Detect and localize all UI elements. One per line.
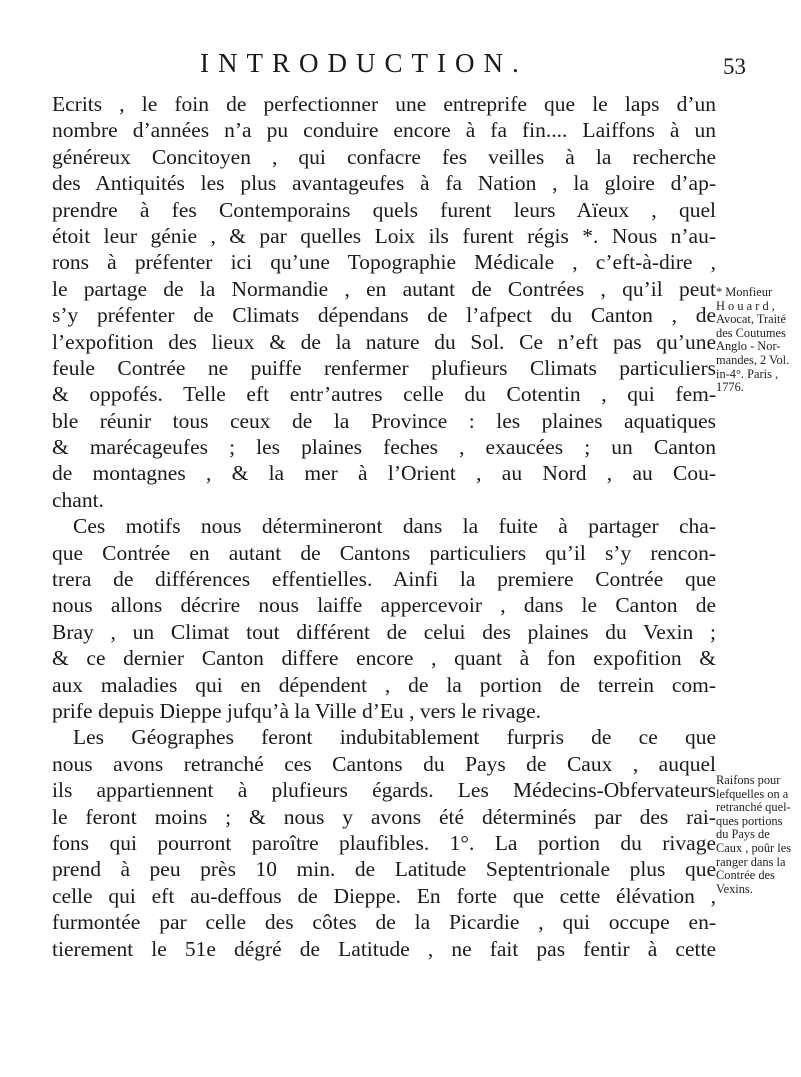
text-line: s’y préfenter de Climats dépendans de l’afpect du Canton , de xyxy=(52,303,716,328)
main-text-block xyxy=(52,91,716,962)
margin-note-line: Anglo - Nor- xyxy=(716,339,781,354)
margin-note-line: Contrée des xyxy=(716,868,775,883)
text-line: nombre d’années n’a pu conduire encore à fa fin.... Laiffons à un xyxy=(52,118,716,143)
text-line: l’expofition des lieux & de la nature du Sol. Ce n’eft pas qu’une xyxy=(52,329,716,354)
paragraph-start-line: Les Géographes feront indubitablement furpris de ce que xyxy=(73,725,716,750)
text-line: feule Contrée ne puiffe renfermer plufieurs Climats particuliers xyxy=(52,355,716,380)
text-line: & oppofés. Telle eft entr’autres celle du Cotentin , qui fem- xyxy=(52,382,716,407)
margin-note-footnote xyxy=(716,286,801,395)
text-line: & marécageufes ; les plaines feches , exaucées ; un Canton xyxy=(52,435,716,460)
text-line: ble réunir tous ceux de la Province : les plaines aquatiques xyxy=(52,408,716,433)
margin-note-line: mandes, 2 Vol. xyxy=(716,352,790,367)
text-line: de montagnes , & la mer à l’Orient , au Nord , au Cou- xyxy=(52,461,716,486)
text-line: & ce dernier Canton differe encore , quant à fon expofition & xyxy=(52,646,716,671)
text-line: rons à préfenter ici qu’une Topographie Médicale , c’eft-à-dire , xyxy=(52,250,716,275)
margin-note-line: ranger dans la xyxy=(716,854,786,869)
text-line: chant. xyxy=(52,487,104,512)
text-line: prife depuis Dieppe jufqu’à la Ville d’Eu , vers le rivage. xyxy=(52,698,542,723)
margin-note-line: * Monfieur xyxy=(716,285,773,299)
margin-note-line: Caux , poûr les xyxy=(716,840,792,855)
margin-note-summary xyxy=(716,774,801,896)
text-line: Bray , un Climat tout différent de celui des plaines du Vexin ; xyxy=(52,619,716,644)
text-line: tierement le 51e dégré de Latitude , ne fait pas fentir à cette xyxy=(52,936,716,961)
margin-note-line: Raifons pour xyxy=(716,773,781,787)
running-header: INTRODUCTION. xyxy=(200,48,528,78)
text-line: étoit leur génie , & par quelles Loix ils furent régis *. Nous n’au- xyxy=(52,223,716,248)
text-line: furmontée par celle des côtes de la Picardie , qui occupe en- xyxy=(52,910,716,935)
text-line: prendre à fes Contemporains quels furent leurs Aïeux , quel xyxy=(52,197,716,222)
text-line: fons qui pourront paroître plaufibles. 1°. La portion du rivage xyxy=(52,830,716,855)
text-line: prend à peu près 10 min. de Latitude Septentrionale plus que xyxy=(52,857,716,882)
text-line: que Contrée en autant de Cantons particuliers qu’il s’y rencon- xyxy=(52,540,716,565)
margin-note-line: des Coutumes xyxy=(716,325,786,340)
margin-note-line: ques portions xyxy=(716,813,783,828)
margin-note-line: in-4°. Paris , xyxy=(716,366,779,381)
margin-note-line: retranché quel- xyxy=(716,800,791,815)
text-line: trera de différences effentielles. Ainfi la premiere Contrée que xyxy=(52,567,716,592)
paragraph-start-line: Ces motifs nous détermineront dans la fuite à partager cha- xyxy=(73,514,716,539)
margin-note-line: Vexins. xyxy=(716,881,753,896)
page-number: 53 xyxy=(723,54,746,79)
margin-note-line: 1776. xyxy=(716,380,744,395)
text-line: généreux Concitoyen , qui confacre fes veilles à la recherche xyxy=(52,144,716,169)
text-line: des Antiquités les plus avantageufes à fa Nation , la gloire d’ap- xyxy=(52,171,716,196)
margin-note-line: H o u a r d , xyxy=(716,298,775,313)
margin-note-line: Avocat, Traité xyxy=(716,312,786,327)
text-line: aux maladies qui en dépendent , de la portion de terrein com- xyxy=(52,672,716,697)
margin-note-line: lefquelles on a xyxy=(716,786,789,801)
text-line: celle qui eft au-deffous de Dieppe. En forte que cette élévation , xyxy=(52,883,716,908)
text-line: nous avons retranché ces Cantons du Pays de Caux , auquel xyxy=(52,751,716,776)
text-line: ils appartiennent à plufieurs égards. Les Médecins-Obfervateurs xyxy=(52,778,716,803)
text-line: nous allons décrire nous laiffe appercevoir , dans le Canton de xyxy=(52,593,716,618)
margin-note-line: du Pays de xyxy=(716,827,770,842)
text-line: le feront moins ; & nous y avons été déterminés par des rai- xyxy=(52,804,716,829)
text-line: Ecrits , le foin de perfectionner une entreprife que le laps d’un xyxy=(52,92,716,116)
text-line: le partage de la Normandie , en autant de Contrées , qu’il peut xyxy=(52,276,716,301)
